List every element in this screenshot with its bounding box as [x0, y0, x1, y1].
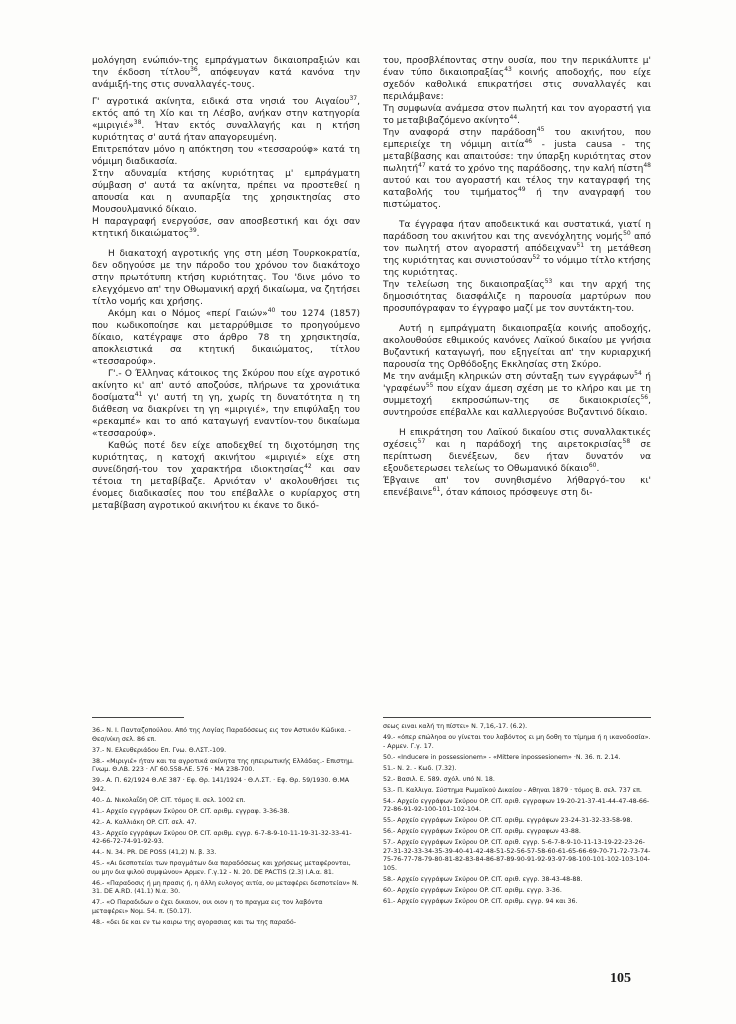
- body-paragraph: Στην αδυναμία κτήσης κυριότητας μ' εμπράγματη σύμβαση σ' αυτά τα ακίνητα, πρέπει να προστεθεί η απουσία και η ανυπαρξία της χρησικτησίας στο Μουσουλμανικό δίκαιο.: [92, 169, 360, 215]
- footnote: 60.- Αρχείο εγγράφων Σκύρου OP. CIT. αριθμ. εγγρ. 3-36.: [383, 886, 562, 894]
- body-paragraph: Την τελείωση της δικαιοπραξίας$^{53}$ και την αρχή της δημοσιότητας διασφάλιζε η παρουσία μαρτύρων που προσυπόγραφαν το έγγραφο μαζί με τον συντάκτη-του.: [383, 278, 651, 314]
- footnote: 41.- Αρχείο εγγράφων Σκύρου OP. CIT. αριθμ. εγγραφ. 3-36-38.: [92, 807, 290, 815]
- footnote: 39.- Α. Π. 62/1924 Θ.ΛΕ 387 · Εφ. Θρ. 141/1924 · Θ.Λ.ΣΤ. · Εφ. Θρ. 59/1930. Θ.ΜΑ 942.: [92, 777, 350, 793]
- footnote: 48.- «δει δε και εν τω καιρω της αγορασιας και τω της παραδό-: [92, 918, 296, 926]
- body-paragraph: μολόγηση ενώπιόν-της εμπράγματων δικαιοπραξιών και την έκδοση τίτλου$^{36}$, απόφευγαν κατά κανόνα την ανάμιξή-της στις συναλλαγές-τους.: [92, 56, 360, 90]
- left-footnotes: [92, 727, 360, 930]
- body-paragraph: Επιτρεπόταν μόνο η απόκτηση του «τεσσαρούφ» κατά τη νόμιμη διαδικασία.: [92, 145, 360, 167]
- footnote: 44.- Ν. 34. PR. DE POSS (41,2) Ν. β. 33.: [92, 849, 217, 857]
- footnote: 36.- Ν. Ι. Πανταζοπούλου. Από της Λογίας Παραδόσεως εις τον Αστικόν Κώδικα. - Θεσ/νίκη σελ. 86 επ.: [92, 727, 351, 743]
- footnote: 38.- «Μιριγιέ» ήταν και τα αγροτικά ακίνητα της ηπειρωτικής Ελλάδας.- Επιστημ. Γνωμ. Θ.ΛΒ. 223 · ΛΓ 60.558-ΛΕ. 576 · ΜΑ 238-700.: [92, 757, 354, 774]
- footnote: 57.- Αρχείο εγγράφων Σκύρου OP. CIT. αριθ. εγγρ. 5-6-7-8-9-10-11-13-19-22-23-26-27-31-32-33-34-35-39-40-41-42-48-51-52-56-57-58-60-61-65-66-69-70-71-72-73-74-75-76-77-78-79-80-81-82-83-84-86-87-89-90-91-92-93-97-98-100-101-102-103-104-105.: [383, 839, 651, 872]
- left-text-column: [92, 55, 360, 512]
- body-paragraph: Η παραγραφή ενεργούσε, σαν αποσβεστική και όχι σαν κτητική δικαιώματος$^{39}$.: [92, 217, 360, 239]
- footnote: 51.- Ν. 2. - Κωδ. (7.32).: [383, 764, 457, 772]
- body-paragraph: του, προσβλέποντας στην ουσία, που την περικάλυπτε μ' έναν τύπο δικαιοπραξίας$^{43}$ κοινής αποδοχής, που είχε σχεδόν καθολικά επικρατήσει στις συναλλαγές και περιλάμβανε:: [383, 56, 651, 102]
- footnote-rule-right: [383, 717, 651, 718]
- footnote: 53.- Π. Καλλιγα. Σύστημα Ρωμαϊκού Δικαίου - Αθηναι 1879 · τόμος Β. σελ. 737 επ.: [383, 786, 642, 794]
- footnote: 37.- Ν. Ελευθεριάδου Επ. Γνω. Θ.ΛΣΤ.-109.: [92, 746, 227, 754]
- footnote: 56.- Αρχείο εγγράφων Σκύρου OP. CIT. αριθμ. εγγραφων 43-88.: [383, 828, 581, 836]
- footnote: 50.- «Inducere in possessionem» - «Mittere inpossesionem» ·Ν. 36. π. 2.14.: [383, 753, 621, 761]
- body-paragraph: Γ' αγροτικά ακίνητα, ειδικά στα νησιά του Αιγαίου$^{37}$, εκτός από τη Χίο και τη Λέσβο, ανήκαν στην κατηγορία «μιριγιέ»$^{38}$. Ήταν εκτός συναλλαγής και η κτήση κυριότητας σ' αυτά ήταν απαγορευμένη.: [92, 95, 360, 143]
- body-paragraph: Την αναφορά στην παράδοση$^{45}$ του ακινήτου, που εμπεριείχε τη νόμιμη αιτία$^{46}$ - justa causa - της μεταβίβασης και απαιτούσε: την ύπαρξη κυριότητας στον πωλητή$^{47}$ κατά το χρόνο της παράδοσης, την καλή πίστη$^{48}$ αυτού και του αγοραστή και τέλος την καταγραφή της καταβολής του τιμήματος$^{49}$ ή την αναγραφή του πιστώματος.: [383, 126, 652, 210]
- footnote-rule-left: [92, 717, 184, 718]
- footnote: σεως ειναι καλή τη πίστει» Ν. 7,16,-17. (6.2).: [383, 723, 528, 730]
- body-paragraph: Γ'.- Ο Έλληνας κάτοικος της Σκύρου που είχε αγροτικό ακίνητο κι' απ' αυτό αποζούσε, πλήρωνε τα χρονιάτικα δοσίματα$^{41}$ γι' αυτή τη γη, χωρίς τη δυνατότητα η τη διάθεση να διακρίνει τη γη «μιριγιέ», την επιφύλαξη του «ρεκαμπέ» και το από καταγωγή εναντίον-του δικαίωμα «τεσσαρούφ».: [92, 369, 360, 439]
- body-paragraph: Η επικράτηση του Λαϊκού δικαίου στις συναλλακτικές σχέσεις$^{57}$ και η παράδοχή της αιρετοκρισίας$^{58}$ σε περίπτωση διενέξεων, δεν ήταν δυνατόν να εξουδετερωσει τελείως το Οθωμανικό δίκαιο$^{60}$.: [383, 428, 651, 474]
- footnote: 55.- Αρχείο εγγράφων Σκύρου OP. CIT. αριθμ. εγγράφων 23-24-31-32-33-58-98.: [383, 817, 633, 825]
- footnote: 54.- Αρχείο εγγράφων Σκύρου OP. CIT. αριθ. εγγραφων 19-20-21-37-41-44-47-48-66-72-86-91-92-100-101-102-104.: [383, 797, 650, 814]
- body-paragraph: Τα έγγραφα ήταν αποδεικτικά και συστατικά, γιατί η παράδοση του ακινήτου και της ανενόχλητης νομής$^{50}$ από τον πωλητή στον αγοραστή απόδειχναν$^{51}$ τη μετάθεση της κυριότητας και συνιστούσαν$^{52}$ το νόμιμο τίτλο κτήσης της κυριότητας.: [383, 220, 652, 278]
- body-paragraph: Ακόμη και ο Νόμος «περί Γαιών»$^{40}$ του 1274 (1857) που κωδικοποίησε και μεταρρύθμισε το προηγούμενο δίκαιο, κατέγραψε στο άρθρο 78 τη χρησικτησία, αποκλειστικά σα κτητική δικαιώματος, τίτλου «τεσσαρούφ».: [92, 307, 360, 367]
- right-footnotes: [383, 723, 651, 909]
- footnote: 45.- «Αι δεσποτείαι των πραγμάτων δια παραδόσεως και χρήσεως μεταφέρονται, ου μην δια ψιλού συμφώνου» Αρμεν. Γ.γ.12 - Ν. 20. DE PACTIS (2.3) Ι.Α.α. 81.: [92, 860, 351, 876]
- body-paragraph: Τη συμφωνία ανάμεσα στον πωλητή και τον αγοραστή για το μεταβιβαζόμενο ακίνητο$^{44}$.: [383, 104, 651, 126]
- footnote: 42.- Α. Καλλιάκη OP. CIT. σελ. 47.: [92, 818, 197, 826]
- footnote: 43.- Αρχείο εγγράφων Σκύρου OP. CIT. αριθμ. εγγρ. 6-7-8-9-10-11-19-31-32-33-41-42-66-72-74-91-92-93.: [92, 829, 352, 846]
- body-paragraph: Με την ανάμιξη κληρικών στη σύνταξη των εγγράφων$^{54}$ ή 'γραφέων$^{55}$ που είχαν άμεση σχέση με το κλήρο και με τη συμμετοχή εκπροσώπων-της σε δικαιοκρισίες$^{56}$, συντηρούσε επέβαλλε και καλλιεργούσε Βυζαντινό δίκαιο.: [383, 370, 651, 418]
- footnote: 40.- Δ. Νικολαΐδη OP. CIT. τόμος ΙΙ. σελ. 1002 επ.: [92, 796, 246, 804]
- body-paragraph: Η διακατοχή αγροτικής γης στη μέση Τουρκοκρατία, δεν οδηγούσε με την πάροδο του χρόνου τον διακάτοχο στην πρωτότυπη κτήση κυριότητας. Του 'δινε μόνο το ελεγχόμενο απ' την Οθωμανική αρχή δικαίωμα, να ζητήσει τίτλο νομής και χρήσης.: [92, 249, 360, 307]
- body-paragraph: Αυτή η εμπράγματη δικαιοπραξία κοινής αποδοχής, ακολουθούσε εθιμικούς κανόνες Λαϊκού δικαίου με γνήσια Βυζαντική καταγωγή, που εξηγείται απ' την κυριαρχική παρουσία της Ορθόδοξης Εκκλησίας στη Σκύρο.: [383, 324, 651, 370]
- footnote: 58.- Αρχείο εγγράφων Σκύρου OP. CIT. αριθ. εγγρ. 38-43-48-88.: [383, 875, 583, 883]
- footnote: 47.- «Ο Παραδιδων ο έχει δικαιον, ουι οιον η το πραγμα εις τον λαβόντα μεταφέρει» Νομ. 54. π. (50.17).: [92, 899, 323, 915]
- footnote: 49.- «όπερ επώληοα ου γίνεται του λαβόντος ει μη δοθη το τίμημα ή η ικανοδοσία». - Αρμεν. Γ.γ. 17.: [383, 733, 651, 750]
- body-paragraph: Καθώς ποτέ δεν είχε αποδεχθεί τη διχοτόμηση της κυριότητας, η κατοχή ακινήτου «μιριγιέ» είχε στη συνείδησή-του τον χαρακτήρα ιδιοκτησίας$^{42}$ και σαν τέτοια τη μεταβίβαζε. Αρνιόταν ν' ακολουθήσει τις ένομες διαδικασίες που του επέβαλλε ο κυρίαρχος στη μεταβίβαση αγροτικού ακινήτου κι έκανε το δικό-: [92, 441, 360, 511]
- footnote: 46.- «Παραδοσις ή μη πρασις ή, η άλλη ευλογος αιτία, ου μεταφέρει δεσποτείαν» Ν. 31. DE A.RD. (41.1) Ν.α. 30.: [92, 879, 359, 896]
- footnote: 61.- Αρχείο εγγράφων Σκύρου OP. CIT. αριθμ. εγγρ. 94 και 36.: [383, 897, 578, 905]
- right-text-column: [383, 55, 651, 499]
- footnote: 52.- Βασιλ. Ε. 589. σχόλ. υπό Ν. 18.: [383, 775, 495, 783]
- page-number: 105: [610, 971, 631, 986]
- body-paragraph: Έβγαινε απ' τον συνηθισμένο λήθαργό-του κι' επενέβαινε$^{61}$, όταν κάποιος πρόσφευγε στη δι-: [383, 476, 651, 498]
